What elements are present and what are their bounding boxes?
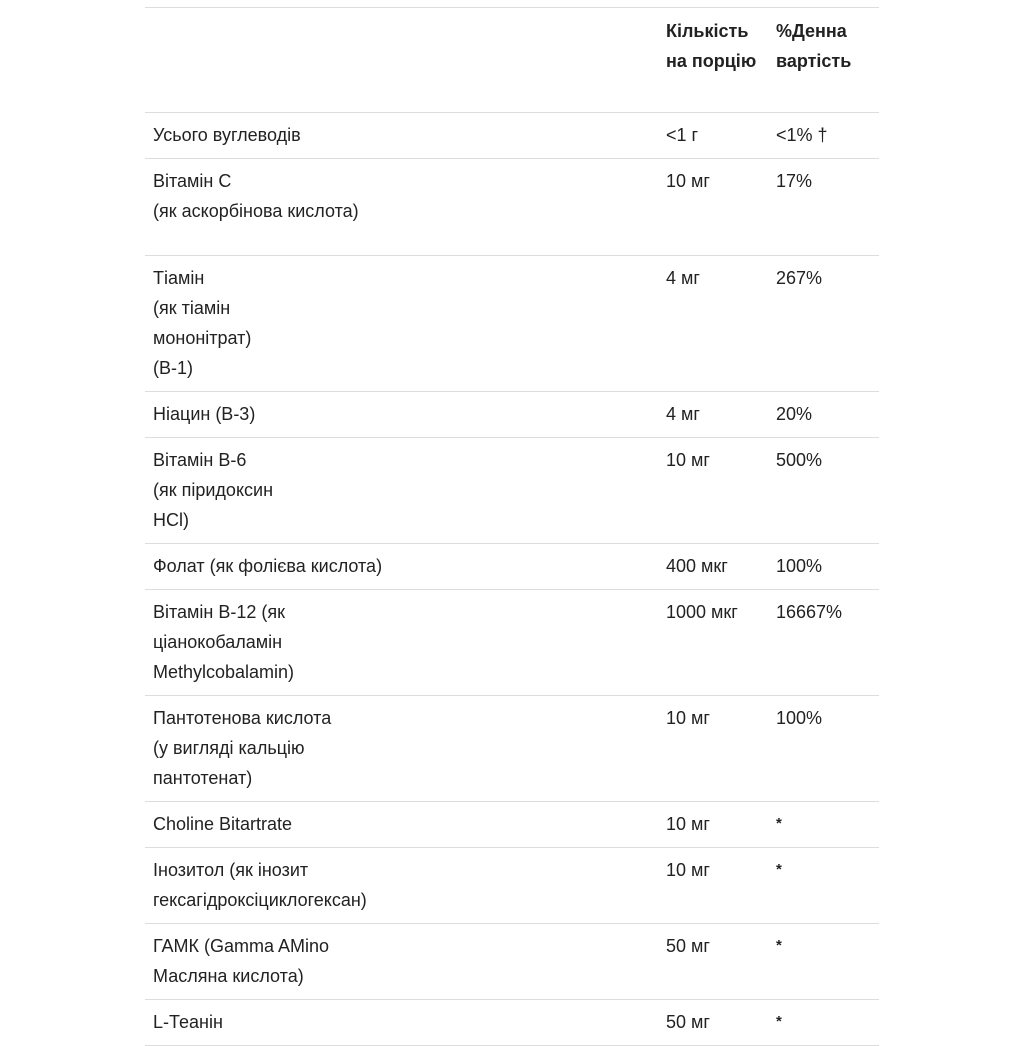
nutrient-name: Choline Bitartrate xyxy=(145,802,658,848)
table-body xyxy=(145,113,879,1046)
nutrient-daily-value: * xyxy=(768,1000,879,1046)
nutrient-daily-value: 100% xyxy=(768,544,879,590)
table-row xyxy=(145,924,879,1000)
table-row xyxy=(145,113,879,159)
nutrient-name: Інозитол (як інозит гексагідроксіциклогексан) xyxy=(145,848,658,924)
nutrient-amount: 4 мг xyxy=(658,256,768,392)
nutrient-amount: 10 мг xyxy=(658,438,768,544)
nutrient-name: Усього вуглеводів xyxy=(145,113,658,159)
nutrient-amount: 400 мкг xyxy=(658,544,768,590)
nutrient-amount: 10 мг xyxy=(658,696,768,802)
table-row xyxy=(145,159,879,256)
nutrient-amount: 4 мг xyxy=(658,392,768,438)
nutrient-amount: 10 мг xyxy=(658,159,768,256)
nutrient-daily-value: * xyxy=(768,924,879,1000)
nutrient-daily-value: 500% xyxy=(768,438,879,544)
nutrient-name: Вітамін B-6 (як піридоксин HCl) xyxy=(145,438,658,544)
nutrient-amount: <1 г xyxy=(658,113,768,159)
table-row xyxy=(145,1000,879,1046)
nutrient-name: Ніацин (B-3) xyxy=(145,392,658,438)
table-row xyxy=(145,392,879,438)
nutrient-daily-value: * xyxy=(768,848,879,924)
table-row xyxy=(145,802,879,848)
nutrient-name: L-Теанін xyxy=(145,1000,658,1046)
nutrient-amount: 50 мг xyxy=(658,1000,768,1046)
nutrient-daily-value: 17% xyxy=(768,159,879,256)
supplement-facts-table xyxy=(145,7,879,1046)
nutrient-daily-value: 100% xyxy=(768,696,879,802)
nutrient-name: Пантотенова кислота (у вигляді кальцію пантотенат) xyxy=(145,696,658,802)
nutrient-daily-value: 20% xyxy=(768,392,879,438)
header-daily-value: %Денна вартість xyxy=(768,8,879,113)
nutrient-name: ГАМК (Gamma AMino Масляна кислота) xyxy=(145,924,658,1000)
table-row xyxy=(145,438,879,544)
table-row xyxy=(145,544,879,590)
nutrient-name: Тіамін (як тіамін мононітрат) (B-1) xyxy=(145,256,658,392)
nutrient-name: Фолат (як фолієва кислота) xyxy=(145,544,658,590)
table-row xyxy=(145,590,879,696)
nutrient-daily-value: 16667% xyxy=(768,590,879,696)
nutrient-name: Вітамін C (як аскорбінова кислота) xyxy=(145,159,658,256)
nutrient-name: Вітамін B-12 (як ціанокобаламін Methylcobalamin) xyxy=(145,590,658,696)
header-name xyxy=(145,8,658,113)
header-amount: Кількість на порцію xyxy=(658,8,768,113)
nutrient-amount: 10 мг xyxy=(658,802,768,848)
table-row xyxy=(145,256,879,392)
nutrient-daily-value: <1% † xyxy=(768,113,879,159)
supplement-facts-table-wrapper xyxy=(145,7,879,1046)
table-row xyxy=(145,848,879,924)
nutrient-amount: 50 мг xyxy=(658,924,768,1000)
header-row xyxy=(145,8,879,113)
table-header xyxy=(145,8,879,113)
nutrient-amount: 1000 мкг xyxy=(658,590,768,696)
nutrient-daily-value: 267% xyxy=(768,256,879,392)
table-row xyxy=(145,696,879,802)
nutrient-amount: 10 мг xyxy=(658,848,768,924)
nutrient-daily-value: * xyxy=(768,802,879,848)
